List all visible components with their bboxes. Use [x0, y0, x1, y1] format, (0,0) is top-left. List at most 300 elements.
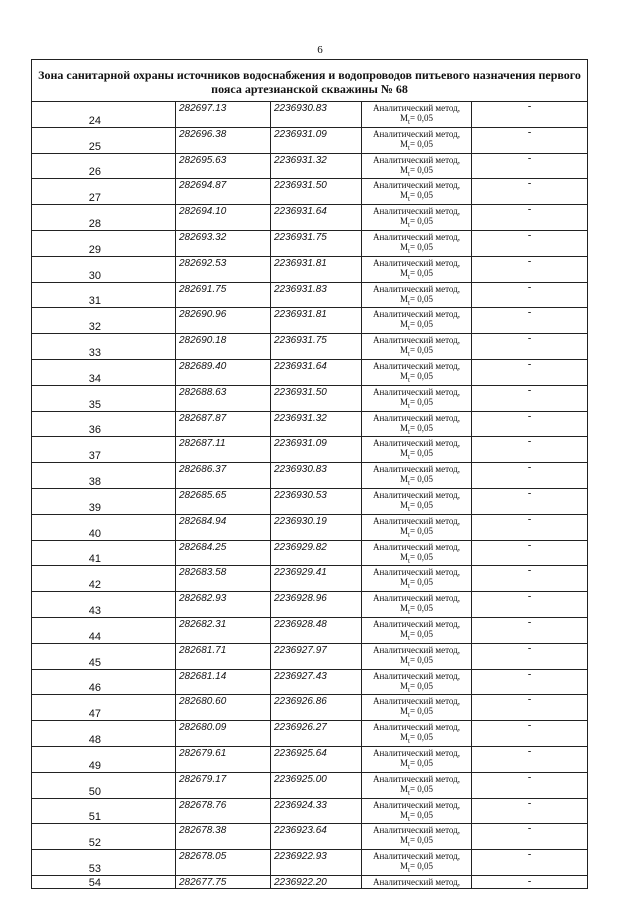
method-label: Аналитический метод,: [372, 283, 461, 294]
point-number-cell: [32, 256, 176, 282]
y-coordinate: 2236922.20: [271, 875, 362, 888]
table-title-row: [32, 60, 588, 102]
point-number-cell: [32, 669, 176, 695]
point-number-cell: [32, 230, 176, 256]
method-cell: [362, 127, 472, 153]
point-number-cell: [32, 385, 176, 411]
notes-cell: -: [472, 824, 588, 850]
y-coordinate: 2236925.64: [271, 746, 362, 772]
method-cell: [362, 540, 472, 566]
method-accuracy: [362, 190, 471, 204]
table-row: [32, 230, 588, 256]
notes-cell: -: [472, 334, 588, 360]
point-number: 43: [88, 604, 101, 617]
notes-cell: -: [472, 488, 588, 514]
method-label: Аналитический метод,: [372, 773, 461, 784]
accuracy-symbol: M: [399, 241, 408, 252]
table-row: [32, 153, 588, 179]
point-number-cell: [32, 875, 176, 888]
method-label: Аналитический метод,: [372, 644, 461, 655]
accuracy-value: = 0,05: [409, 396, 434, 407]
method-cell: [362, 153, 472, 179]
point-number: 47: [88, 708, 101, 721]
point-number: 29: [88, 243, 101, 256]
point-number-cell: [32, 359, 176, 385]
point-number: 27: [88, 192, 101, 205]
method-label: Аналитический метод,: [372, 335, 461, 346]
y-coordinate: 2236925.00: [271, 772, 362, 798]
method-label: Аналитический метод,: [372, 541, 461, 552]
method-accuracy: [362, 603, 471, 617]
point-number: 48: [88, 733, 101, 746]
method-cell: [362, 514, 472, 540]
x-coordinate: 282677.75: [176, 875, 271, 888]
table-row: [32, 514, 588, 540]
method-accuracy: [362, 448, 471, 462]
point-number: 25: [88, 140, 101, 153]
x-coordinate: 282684.94: [176, 514, 271, 540]
method-accuracy: [362, 500, 471, 514]
accuracy-value: = 0,05: [409, 216, 434, 227]
accuracy-value: = 0,05: [409, 345, 434, 356]
accuracy-symbol: M: [399, 835, 408, 846]
x-coordinate: 282689.40: [176, 359, 271, 385]
y-coordinate: 2236931.75: [271, 334, 362, 360]
point-number-cell: [32, 127, 176, 153]
x-coordinate: 282680.60: [176, 695, 271, 721]
point-number-cell: [32, 617, 176, 643]
method-label: Аналитический метод,: [372, 670, 461, 681]
accuracy-subscript: t: [407, 865, 410, 874]
accuracy-subscript: t: [407, 530, 410, 539]
method-label: Аналитический метод,: [372, 877, 461, 888]
table-row: [32, 205, 588, 231]
y-coordinate: 2236929.82: [271, 540, 362, 566]
x-coordinate: 282683.58: [176, 566, 271, 592]
method-cell: [362, 308, 472, 334]
method-label: Аналитический метод,: [372, 825, 461, 836]
table-row: [32, 592, 588, 618]
coordinates-table-container: [31, 59, 587, 889]
accuracy-value: = 0,05: [409, 835, 434, 846]
point-number-cell: [32, 153, 176, 179]
point-number: 51: [88, 811, 101, 824]
accuracy-symbol: M: [399, 732, 408, 743]
method-accuracy: [362, 552, 471, 566]
y-coordinate: 2236931.32: [271, 411, 362, 437]
accuracy-value: = 0,05: [409, 164, 434, 175]
accuracy-subscript: t: [407, 556, 410, 565]
point-number: 31: [88, 295, 101, 308]
accuracy-value: = 0,05: [409, 448, 434, 459]
y-coordinate: 2236931.81: [271, 256, 362, 282]
method-cell: [362, 772, 472, 798]
point-number-cell: [32, 334, 176, 360]
notes-cell: -: [472, 205, 588, 231]
x-coordinate: 282679.17: [176, 772, 271, 798]
accuracy-value: = 0,05: [409, 732, 434, 743]
point-number-cell: [32, 566, 176, 592]
table-row: [32, 824, 588, 850]
method-cell: [362, 695, 472, 721]
method-cell: [362, 102, 472, 128]
method-accuracy: [362, 784, 471, 798]
accuracy-value: = 0,05: [409, 499, 434, 510]
x-coordinate: 282681.14: [176, 669, 271, 695]
x-coordinate: 282695.63: [176, 153, 271, 179]
x-coordinate: 282684.25: [176, 540, 271, 566]
accuracy-subscript: t: [407, 272, 410, 281]
point-number-cell: [32, 824, 176, 850]
notes-cell: -: [472, 411, 588, 437]
method-label: Аналитический метод,: [372, 851, 461, 862]
accuracy-value: = 0,05: [409, 319, 434, 330]
point-number-cell: [32, 488, 176, 514]
x-coordinate: 282697.13: [176, 102, 271, 128]
notes-cell: -: [472, 850, 588, 876]
accuracy-symbol: M: [399, 809, 408, 820]
accuracy-value: = 0,05: [409, 551, 434, 562]
method-cell: [362, 643, 472, 669]
accuracy-subscript: t: [407, 582, 410, 591]
point-number-cell: [32, 643, 176, 669]
accuracy-value: = 0,05: [409, 267, 434, 278]
method-accuracy: [362, 371, 471, 385]
notes-cell: -: [472, 437, 588, 463]
point-number: 24: [88, 114, 101, 127]
x-coordinate: 282681.71: [176, 643, 271, 669]
method-accuracy: [362, 861, 471, 875]
notes-cell: -: [472, 256, 588, 282]
accuracy-symbol: M: [399, 474, 408, 485]
method-cell: [362, 256, 472, 282]
accuracy-symbol: M: [399, 628, 408, 639]
notes-cell: -: [472, 617, 588, 643]
table-row: [32, 282, 588, 308]
accuracy-symbol: M: [399, 603, 408, 614]
method-label: Аналитический метод,: [372, 180, 461, 191]
page-number: 6: [317, 44, 323, 56]
method-cell: [362, 385, 472, 411]
accuracy-subscript: t: [407, 246, 410, 255]
accuracy-value: = 0,05: [409, 603, 434, 614]
accuracy-value: = 0,05: [409, 706, 434, 717]
accuracy-subscript: t: [407, 195, 410, 204]
accuracy-symbol: M: [399, 551, 408, 562]
accuracy-value: = 0,05: [409, 525, 434, 536]
point-number-cell: [32, 463, 176, 489]
accuracy-subscript: t: [407, 685, 410, 694]
method-cell: [362, 721, 472, 747]
x-coordinate: 282688.63: [176, 385, 271, 411]
accuracy-value: = 0,05: [409, 293, 434, 304]
notes-cell: -: [472, 514, 588, 540]
table-row: [32, 772, 588, 798]
method-cell: [362, 488, 472, 514]
y-coordinate: 2236928.48: [271, 617, 362, 643]
method-label: Аналитический метод,: [372, 618, 461, 629]
x-coordinate: 282693.32: [176, 230, 271, 256]
notes-cell: -: [472, 102, 588, 128]
accuracy-symbol: M: [399, 422, 408, 433]
y-coordinate: 2236930.19: [271, 514, 362, 540]
method-label: Аналитический метод,: [372, 438, 461, 449]
notes-cell: -: [472, 230, 588, 256]
method-cell: [362, 282, 472, 308]
notes-cell: -: [472, 669, 588, 695]
y-coordinate: 2236931.09: [271, 437, 362, 463]
point-number: 45: [88, 656, 101, 669]
accuracy-subscript: t: [407, 788, 410, 797]
accuracy-subscript: t: [407, 220, 410, 229]
point-number: 36: [88, 424, 101, 437]
point-number-cell: [32, 205, 176, 231]
method-cell: [362, 359, 472, 385]
point-number: 32: [88, 321, 101, 334]
accuracy-subscript: t: [407, 762, 410, 771]
table-row: [32, 746, 588, 772]
method-label: Аналитический метод,: [372, 309, 461, 320]
table-row: [32, 308, 588, 334]
method-cell: [362, 334, 472, 360]
accuracy-subscript: t: [407, 453, 410, 462]
x-coordinate: 282696.38: [176, 127, 271, 153]
accuracy-subscript: t: [407, 607, 410, 616]
accuracy-symbol: M: [399, 190, 408, 201]
y-coordinate: 2236931.75: [271, 230, 362, 256]
method-cell: [362, 798, 472, 824]
accuracy-subscript: t: [407, 633, 410, 642]
accuracy-value: = 0,05: [409, 577, 434, 588]
accuracy-symbol: M: [399, 396, 408, 407]
y-coordinate: 2236922.93: [271, 850, 362, 876]
x-coordinate: 282686.37: [176, 463, 271, 489]
method-label: Аналитический метод,: [372, 412, 461, 423]
x-coordinate: 282679.61: [176, 746, 271, 772]
method-cell: [362, 746, 472, 772]
table-row: [32, 875, 588, 888]
accuracy-subscript: t: [407, 117, 410, 126]
accuracy-subscript: t: [407, 401, 410, 410]
method-label: Аналитический метод,: [372, 257, 461, 268]
method-accuracy: [362, 319, 471, 333]
method-accuracy: [362, 423, 471, 437]
accuracy-symbol: M: [399, 345, 408, 356]
method-label: Аналитический метод,: [372, 696, 461, 707]
accuracy-subscript: t: [407, 659, 410, 668]
table-row: [32, 617, 588, 643]
y-coordinate: 2236931.50: [271, 179, 362, 205]
accuracy-symbol: M: [399, 861, 408, 872]
method-cell: [362, 875, 472, 888]
point-number: 37: [88, 450, 101, 463]
point-number-cell: [32, 798, 176, 824]
method-cell: [362, 179, 472, 205]
coordinates-table: [31, 59, 588, 889]
accuracy-value: = 0,05: [409, 190, 434, 201]
x-coordinate: 282682.93: [176, 592, 271, 618]
notes-cell: -: [472, 540, 588, 566]
y-coordinate: 2236926.86: [271, 695, 362, 721]
accuracy-symbol: M: [399, 113, 408, 123]
table-row: [32, 721, 588, 747]
method-accuracy: [362, 526, 471, 540]
y-coordinate: 2236923.64: [271, 824, 362, 850]
point-number-cell: [32, 592, 176, 618]
method-label: Аналитический метод,: [372, 515, 461, 526]
y-coordinate: 2236930.83: [271, 463, 362, 489]
y-coordinate: 2236931.81: [271, 308, 362, 334]
notes-cell: -: [472, 566, 588, 592]
point-number-cell: [32, 746, 176, 772]
method-label: Аналитический метод,: [372, 231, 461, 242]
point-number: 35: [88, 398, 101, 411]
accuracy-subscript: t: [407, 169, 410, 178]
accuracy-symbol: M: [399, 783, 408, 794]
method-accuracy: [362, 835, 471, 849]
table-row: [32, 411, 588, 437]
method-cell: [362, 566, 472, 592]
y-coordinate: 2236927.97: [271, 643, 362, 669]
accuracy-symbol: M: [399, 448, 408, 459]
accuracy-value: = 0,05: [409, 138, 434, 149]
method-accuracy: [362, 758, 471, 772]
accuracy-value: = 0,05: [409, 241, 434, 252]
notes-cell: -: [472, 643, 588, 669]
accuracy-subscript: t: [407, 840, 410, 849]
accuracy-subscript: t: [407, 504, 410, 513]
y-coordinate: 2236929.41: [271, 566, 362, 592]
x-coordinate: 282691.75: [176, 282, 271, 308]
method-accuracy: [362, 474, 471, 488]
point-number: 42: [88, 579, 101, 592]
method-cell: [362, 230, 472, 256]
table-row: [32, 695, 588, 721]
y-coordinate: 2236931.09: [271, 127, 362, 153]
table-row: [32, 540, 588, 566]
accuracy-value: = 0,05: [409, 113, 434, 123]
point-number: 52: [88, 837, 101, 850]
y-coordinate: 2236930.53: [271, 488, 362, 514]
accuracy-value: = 0,05: [409, 809, 434, 820]
method-accuracy: [362, 706, 471, 720]
accuracy-value: = 0,05: [409, 628, 434, 639]
accuracy-value: = 0,05: [409, 422, 434, 433]
accuracy-subscript: t: [407, 298, 410, 307]
method-accuracy: [362, 810, 471, 824]
point-number: 41: [88, 553, 101, 566]
point-number: 33: [88, 346, 101, 359]
accuracy-subscript: t: [407, 814, 410, 823]
accuracy-value: = 0,05: [409, 861, 434, 872]
point-number: 38: [88, 475, 101, 488]
method-label: Аналитический метод,: [372, 489, 461, 500]
accuracy-value: = 0,05: [409, 474, 434, 485]
notes-cell: -: [472, 179, 588, 205]
notes-cell: -: [472, 798, 588, 824]
method-accuracy: [362, 397, 471, 411]
table-row: [32, 102, 588, 128]
accuracy-subscript: t: [407, 324, 410, 333]
x-coordinate: 282694.87: [176, 179, 271, 205]
method-accuracy: [362, 577, 471, 591]
method-accuracy: [362, 345, 471, 359]
method-label: Аналитический метод,: [372, 154, 461, 165]
accuracy-symbol: M: [399, 267, 408, 278]
accuracy-symbol: M: [399, 370, 408, 381]
method-accuracy: [362, 655, 471, 669]
table-row: [32, 127, 588, 153]
accuracy-subscript: t: [407, 478, 410, 487]
y-coordinate: 2236926.27: [271, 721, 362, 747]
table-row: [32, 256, 588, 282]
method-label: Аналитический метод,: [372, 206, 461, 217]
method-label: Аналитический метод,: [372, 360, 461, 371]
notes-cell: -: [472, 127, 588, 153]
point-number-cell: [32, 282, 176, 308]
point-number-cell: [32, 308, 176, 334]
notes-cell: -: [472, 746, 588, 772]
y-coordinate: 2236924.33: [271, 798, 362, 824]
point-number: 28: [88, 217, 101, 230]
table-row: [32, 179, 588, 205]
accuracy-value: = 0,05: [409, 680, 434, 691]
method-accuracy: [362, 681, 471, 695]
point-number: 39: [88, 501, 101, 514]
notes-cell: -: [472, 308, 588, 334]
table-row: [32, 334, 588, 360]
accuracy-subscript: t: [407, 711, 410, 720]
notes-cell: -: [472, 592, 588, 618]
point-number: 30: [88, 269, 101, 282]
x-coordinate: 282687.87: [176, 411, 271, 437]
method-cell: [362, 205, 472, 231]
accuracy-symbol: M: [399, 706, 408, 717]
table-row: [32, 437, 588, 463]
accuracy-subscript: t: [407, 143, 410, 152]
accuracy-value: = 0,05: [409, 783, 434, 794]
table-row: [32, 359, 588, 385]
method-accuracy: [362, 242, 471, 256]
x-coordinate: 282682.31: [176, 617, 271, 643]
x-coordinate: 282694.10: [176, 205, 271, 231]
x-coordinate: 282678.76: [176, 798, 271, 824]
accuracy-symbol: M: [399, 577, 408, 588]
notes-cell: -: [472, 875, 588, 888]
point-number: 46: [88, 682, 101, 695]
accuracy-symbol: M: [399, 138, 408, 149]
accuracy-symbol: M: [399, 216, 408, 227]
accuracy-subscript: t: [407, 375, 410, 384]
method-label: Аналитический метод,: [372, 103, 461, 113]
x-coordinate: 282692.53: [176, 256, 271, 282]
accuracy-symbol: M: [399, 164, 408, 175]
notes-cell: -: [472, 282, 588, 308]
method-label: Аналитический метод,: [372, 747, 461, 758]
method-accuracy: [362, 113, 471, 127]
notes-cell: -: [472, 463, 588, 489]
x-coordinate: 282690.18: [176, 334, 271, 360]
point-number: 44: [88, 630, 101, 643]
y-coordinate: 2236927.43: [271, 669, 362, 695]
table-row: [32, 669, 588, 695]
table-title: Зона санитарной охраны источников водоснабжения и водопроводов питьевого назначения первого пояса артезианской скважины № 68: [32, 60, 588, 102]
method-accuracy: [362, 165, 471, 179]
table-row: [32, 488, 588, 514]
point-number: 49: [88, 759, 101, 772]
point-number-cell: [32, 102, 176, 128]
notes-cell: -: [472, 772, 588, 798]
